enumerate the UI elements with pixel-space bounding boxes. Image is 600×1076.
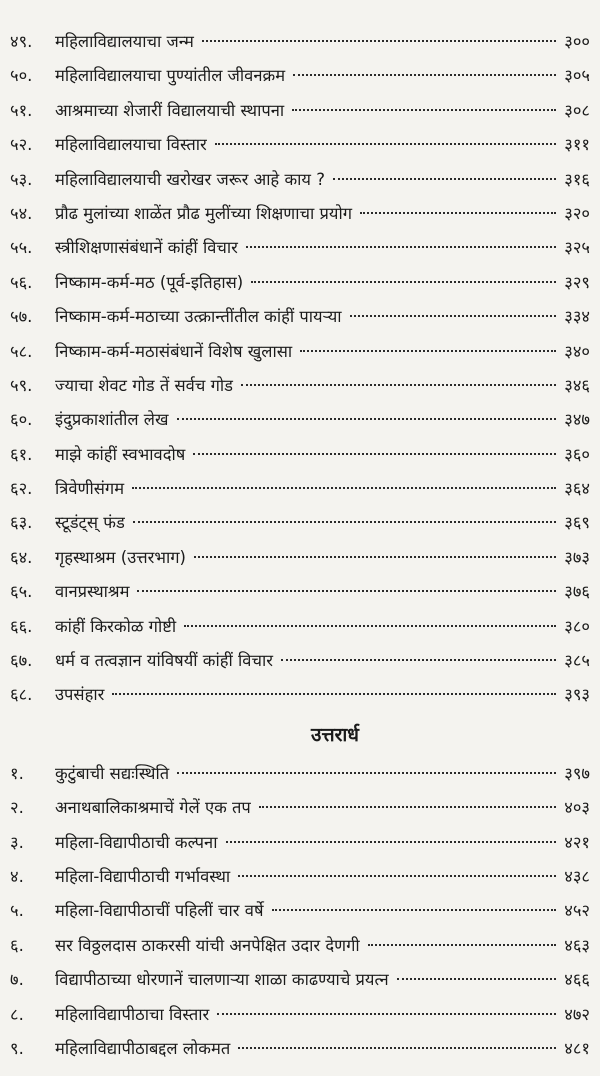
entry-page-number: ३९७ [564, 763, 590, 783]
entry-page-number: ३६४ [564, 479, 590, 499]
toc-entry [10, 369, 590, 403]
entry-number: ६२. [10, 479, 33, 499]
entry-number: ५८. [10, 341, 33, 361]
entry-number: ६१. [10, 444, 33, 464]
entry-number: ५३. [10, 169, 33, 189]
dot-leader [132, 487, 556, 489]
toc-entry [10, 929, 590, 963]
dot-leader [238, 875, 556, 877]
dot-leader [397, 978, 557, 980]
dot-leader [281, 659, 556, 661]
section-heading: उत्तरार्ध [311, 723, 359, 746]
entry-number: ६५. [10, 582, 33, 602]
entry-title: सर विठ्ठलदास ठाकरसी यांची अनपेक्षित उदार देणगी [55, 935, 360, 955]
toc-entry [10, 128, 590, 162]
entry-page-number: ३४६ [564, 375, 590, 395]
entry-title: कुटुंबाची सद्यःस्थिति [55, 763, 170, 783]
entry-page-number: ३७६ [564, 582, 590, 602]
entry-title: निष्काम-कर्म-मठासंबंधानें विशेष खुलासा [55, 341, 293, 361]
toc-entry [10, 998, 590, 1032]
entry-title: उपसंहार [55, 685, 105, 705]
dot-leader [194, 556, 556, 558]
entry-page-number: ३०५ [564, 66, 590, 86]
entry-page-number: ३६९ [564, 513, 590, 533]
entry-number: ९. [10, 1038, 24, 1058]
entry-number: ३. [10, 832, 24, 852]
dot-leader [368, 944, 557, 946]
dot-leader [246, 246, 556, 248]
entry-page-number: ३१६ [564, 169, 590, 189]
entry-page-number: ३११ [564, 135, 590, 155]
entry-page-number: ४८१ [564, 1038, 590, 1058]
entry-title: महिलाविद्यालयाचा विस्तार [55, 135, 207, 155]
entry-title: कांहीं किरकोळ गोष्टी [55, 616, 177, 636]
entry-page-number: ४६६ [564, 970, 590, 990]
entry-title: ज्याचा शेवट गोड तें सर्वच गोड [55, 375, 233, 395]
entry-title: महिला-विद्यापीठाची गर्भावस्था [55, 866, 231, 886]
toc-list-part1 [10, 25, 590, 713]
entry-number: ५४. [10, 203, 33, 223]
toc-entry [10, 335, 590, 369]
entry-number: ५२. [10, 135, 33, 155]
entry-number: ५. [10, 901, 24, 921]
entry-page-number: ३८० [564, 616, 590, 636]
entry-number: ६८. [10, 685, 33, 705]
dot-leader [215, 143, 556, 145]
entry-page-number: ३३४ [564, 307, 590, 327]
entry-page-number: ३९३ [564, 685, 590, 705]
toc-entry [10, 300, 590, 334]
entry-title: धर्म व तत्वज्ञान यांविषयीं कांहीं विचार [55, 651, 273, 671]
entry-number: ४९. [10, 32, 33, 51]
entry-title: अनाथबालिकाश्रमाचें गेलें एक तप [55, 798, 251, 818]
entry-page-number: ३७३ [564, 547, 590, 567]
toc-entry [10, 644, 590, 678]
entry-number: ५०. [10, 66, 33, 86]
entry-title: वानप्रस्थाश्रम [55, 582, 130, 602]
entry-title: महिलाविद्यालयाचा जन्म [55, 32, 194, 51]
dot-leader [112, 693, 556, 695]
toc-entry [10, 541, 590, 575]
dot-leader [350, 315, 557, 317]
dot-leader [226, 841, 557, 843]
toc-entry [10, 1032, 590, 1066]
entry-title: माझे कांहीं स्वभावदोष [55, 444, 186, 464]
dot-leader [241, 384, 556, 386]
dot-leader [300, 350, 556, 352]
toc-entry [10, 678, 590, 712]
toc-entry [10, 403, 590, 437]
entry-number: ८. [10, 1004, 24, 1024]
entry-page-number: ४७२ [564, 1004, 590, 1024]
toc-entry [10, 472, 590, 506]
toc-entry [10, 575, 590, 609]
dot-leader [333, 178, 556, 180]
dot-leader [137, 590, 556, 592]
dot-leader [193, 453, 556, 455]
dot-leader [202, 40, 556, 42]
entry-number: ५५. [10, 238, 33, 258]
toc-entry [10, 894, 590, 928]
dot-leader [360, 212, 556, 214]
entry-number: ५७. [10, 307, 33, 327]
entry-number: ६६. [10, 616, 33, 636]
entry-page-number: ३०८ [564, 100, 590, 120]
entry-page-number: ३२५ [564, 238, 590, 258]
toc-entry [10, 94, 590, 128]
entry-page-number: ३८५ [564, 651, 590, 671]
entry-page-number: ४६३ [564, 935, 590, 955]
entry-title: त्रिवेणीसंगम [55, 479, 125, 499]
dot-leader [251, 281, 556, 283]
dot-leader [292, 109, 556, 111]
entry-number: ६३. [10, 513, 33, 533]
entry-page-number: ३६० [564, 444, 590, 464]
entry-page-number: ४०३ [564, 798, 590, 818]
entry-number: ५९. [10, 375, 33, 395]
entry-number: ६७. [10, 651, 33, 671]
toc-entry [10, 438, 590, 472]
entry-page-number: ३४७ [564, 410, 590, 430]
dot-leader [238, 1047, 556, 1049]
dot-leader [184, 625, 556, 627]
toc-entry [10, 506, 590, 540]
toc-entry [10, 791, 590, 825]
entry-page-number: ४३८ [564, 866, 590, 886]
entry-number: ५१. [10, 100, 33, 120]
entry-title: विद्यापीठाच्या धोरणानें चालणाऱ्या शाळा काढण्याचे प्रयत्न [55, 970, 389, 990]
toc-entry [10, 826, 590, 860]
toc-list-part2 [10, 757, 590, 1067]
entry-title: आश्रमाच्या शेजारीं विद्यालयाची स्थापना [55, 100, 285, 120]
toc-entry [10, 757, 590, 791]
entry-title: महिला-विद्यापीठाची कल्पना [55, 832, 218, 852]
entry-page-number: ३०० [564, 32, 590, 51]
entry-number: ६. [10, 935, 24, 955]
dot-leader [293, 74, 556, 76]
toc-entry [10, 860, 590, 894]
entry-title: प्रौढ मुलांच्या शाळेंत प्रौढ मुलींच्या शिक्षणाचा प्रयोग [55, 203, 353, 223]
entry-title: स्त्रीशिक्षणासंबंधानें कांहीं विचार [55, 238, 238, 258]
dot-leader [259, 806, 556, 808]
entry-title: निष्काम-कर्म-मठाच्या उत्क्रान्तींतील कांहीं पायऱ्या [55, 307, 342, 327]
dot-leader [177, 772, 556, 774]
entry-number: ५६. [10, 272, 33, 292]
entry-title: महिलाविद्यालयाची खरोखर जरूर आहे काय ? [55, 169, 325, 189]
entry-title: गृहस्थाश्रम (उत्तरभाग) [55, 547, 186, 567]
entry-number: ६०. [10, 410, 33, 430]
dot-leader [272, 909, 557, 911]
dot-leader [217, 1013, 556, 1015]
entry-number: १. [10, 763, 24, 783]
entry-page-number: ३४० [564, 341, 590, 361]
dot-leader [133, 521, 556, 523]
entry-title: महिलाविद्यापीठाचा विस्तार [55, 1004, 210, 1024]
entry-page-number: ३२९ [564, 272, 590, 292]
toc-entry [10, 610, 590, 644]
toc-entry [10, 231, 590, 265]
entry-page-number: ४५२ [564, 901, 590, 921]
entry-title: इंदुप्रकाशांतील लेख [55, 410, 169, 430]
toc-entry [10, 266, 590, 300]
toc-entry [10, 163, 590, 197]
toc-entry [10, 197, 590, 231]
toc-entry [10, 963, 590, 997]
entry-page-number: ३२० [564, 203, 590, 223]
entry-number: ६४. [10, 547, 33, 567]
entry-title: निष्काम-कर्म-मठ (पूर्व-इतिहास) [55, 272, 244, 292]
entry-title: महिलाविद्यालयाचा पुण्यांतील जीवनक्रम [55, 66, 286, 86]
entry-number: ४. [10, 866, 24, 886]
entry-title: महिला-विद्यापीठाचीं पहिलीं चार वर्षे [55, 901, 264, 921]
entry-number: २. [10, 798, 24, 818]
entry-number: ७. [10, 970, 24, 990]
toc-entry [10, 25, 590, 59]
entry-page-number: ४२१ [564, 832, 590, 852]
toc-entry [10, 59, 590, 93]
dot-leader [177, 418, 557, 420]
entry-title: स्टूडंट्स् फंड [55, 513, 125, 533]
entry-title: महिलाविद्यापीठाबद्दल लोकमत [55, 1038, 231, 1058]
